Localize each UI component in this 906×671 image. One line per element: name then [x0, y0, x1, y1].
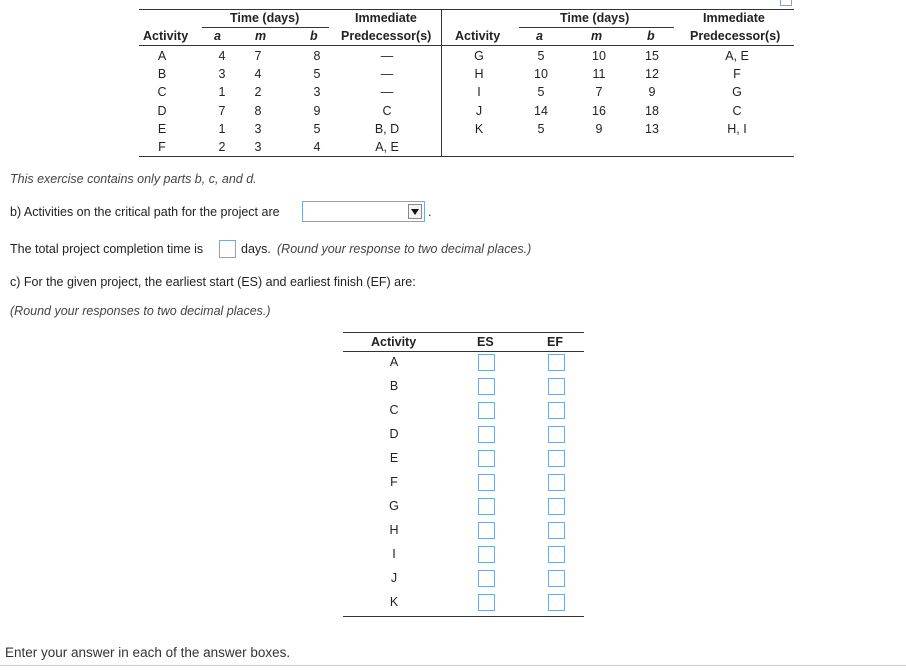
left-row-predecessor: C	[382, 103, 392, 118]
ef-input[interactable]	[548, 570, 565, 587]
es-activity-header: Activity	[371, 335, 417, 349]
ef-input[interactable]	[548, 450, 565, 467]
left-row-activity: E	[157, 121, 167, 136]
b-header-left: b	[310, 29, 318, 43]
time-days-underline-left	[202, 27, 329, 28]
right-row-activity: G	[474, 49, 484, 63]
right-row-m: 16	[592, 103, 606, 118]
left-row-predecessor: A, E	[375, 140, 399, 154]
left-row-m: 7	[254, 49, 262, 63]
left-row-b: 3	[313, 85, 321, 100]
activity-header-right: Activity	[455, 29, 501, 43]
table-top-rule-left	[139, 9, 442, 10]
ef-input[interactable]	[548, 402, 565, 419]
time-days-header-left: Time (days)	[230, 11, 300, 25]
total-time-input[interactable]	[219, 240, 236, 258]
es-row-activity: A	[389, 355, 399, 369]
left-row-a: 1	[218, 85, 226, 100]
bottom-divider	[0, 665, 906, 666]
right-row-a: 5	[537, 85, 545, 100]
right-row-predecessor: C	[732, 103, 742, 118]
es-table-top-rule	[343, 332, 584, 333]
right-row-a: 14	[534, 103, 548, 118]
es-row-activity: J	[390, 571, 398, 585]
es-input[interactable]	[478, 378, 495, 395]
a-header-right: a	[536, 29, 543, 43]
part-c-label: c) For the given project, the earliest start (ES) and earliest finish (EF) are:	[10, 275, 416, 289]
es-input[interactable]	[478, 402, 495, 419]
right-row-a: 5	[537, 121, 545, 136]
es-row-activity: D	[389, 427, 399, 441]
ef-input[interactable]	[548, 594, 565, 611]
es-row-activity: G	[389, 499, 399, 513]
m-header-right: m	[591, 29, 603, 43]
es-header: ES	[477, 335, 494, 349]
ef-input[interactable]	[548, 546, 565, 563]
left-row-m: 3	[254, 140, 262, 154]
right-row-activity: J	[475, 103, 483, 118]
es-input[interactable]	[478, 474, 495, 491]
es-table-header-rule	[343, 351, 584, 352]
left-row-predecessor: —	[380, 67, 394, 82]
right-row-a: 10	[534, 67, 548, 82]
right-row-b: 15	[645, 49, 659, 63]
right-row-activity: K	[474, 121, 484, 136]
dropdown-period: .	[428, 205, 432, 219]
m-header-left: m	[255, 29, 267, 43]
footer-text: Enter your answer in each of the answer boxes.	[5, 645, 291, 660]
part-b-label: b) Activities on the critical path for the project are	[10, 205, 280, 219]
es-input[interactable]	[478, 570, 495, 587]
header-rule-right	[442, 45, 794, 46]
b-header-right: b	[647, 29, 655, 43]
left-row-m: 4	[254, 67, 262, 82]
left-row-m: 2	[254, 85, 262, 100]
ef-input[interactable]	[548, 498, 565, 515]
es-row-activity: E	[389, 451, 399, 465]
right-row-m: 10	[592, 49, 606, 63]
es-row-activity: I	[392, 547, 396, 561]
activity-header-left: Activity	[143, 29, 189, 43]
right-row-activity: H	[474, 67, 484, 82]
es-row-activity: F	[390, 475, 398, 489]
right-row-a: 5	[537, 49, 545, 63]
right-row-activity: I	[477, 85, 481, 100]
total-time-suffix: days.	[241, 242, 271, 256]
ef-input[interactable]	[548, 474, 565, 491]
ef-header: EF	[547, 335, 563, 349]
right-row-predecessor: F	[733, 67, 741, 82]
left-row-predecessor: B, D	[374, 121, 400, 136]
total-time-prefix: The total project completion time is	[10, 242, 204, 256]
ef-input[interactable]	[548, 522, 565, 539]
es-input[interactable]	[478, 546, 495, 563]
right-row-b: 9	[648, 85, 656, 100]
left-row-b: 8	[313, 49, 321, 63]
left-row-predecessor: —	[380, 85, 394, 100]
right-row-predecessor: G	[732, 85, 742, 100]
expand-icon[interactable]	[780, 0, 792, 6]
immediate-header-right: Immediate	[703, 11, 765, 25]
dropdown-arrow-icon[interactable]	[408, 204, 422, 219]
critical-path-dropdown[interactable]	[302, 201, 425, 222]
part-c-note: (Round your responses to two decimal places.)	[10, 304, 271, 318]
es-row-activity: C	[389, 403, 399, 417]
table-bottom-rule	[139, 156, 794, 157]
es-input[interactable]	[478, 450, 495, 467]
left-row-a: 3	[218, 67, 226, 82]
es-input[interactable]	[478, 426, 495, 443]
predecessors-header-left: Predecessor(s)	[341, 29, 432, 43]
es-table-bottom-rule	[343, 616, 584, 617]
left-row-activity: D	[157, 103, 167, 118]
left-row-a: 4	[218, 49, 226, 63]
right-row-b: 13	[645, 121, 659, 136]
intro-text: This exercise contains only parts b, c, and d.	[10, 172, 257, 186]
ef-input[interactable]	[548, 426, 565, 443]
immediate-header-left: Immediate	[355, 11, 417, 25]
right-row-m: 7	[595, 85, 603, 100]
a-header-left: a	[214, 29, 221, 43]
es-row-activity: K	[389, 595, 399, 609]
left-row-predecessor: —	[380, 49, 394, 63]
left-row-a: 1	[218, 121, 226, 136]
right-row-m: 9	[595, 121, 603, 136]
table-divider	[441, 9, 442, 157]
es-input[interactable]	[478, 594, 495, 611]
es-input[interactable]	[478, 498, 495, 515]
ef-input[interactable]	[548, 354, 565, 371]
right-row-predecessor: H, I	[727, 121, 747, 136]
es-input[interactable]	[478, 354, 495, 371]
left-row-b: 5	[313, 67, 321, 82]
es-row-activity: H	[389, 523, 399, 537]
left-row-b: 4	[313, 140, 321, 154]
header-rule-left	[139, 45, 442, 46]
right-row-m: 11	[592, 67, 606, 82]
left-row-m: 8	[254, 103, 262, 118]
left-row-a: 2	[218, 140, 226, 154]
left-row-b: 5	[313, 121, 321, 136]
time-days-underline-right	[519, 27, 674, 28]
left-row-activity: B	[157, 67, 167, 82]
left-row-b: 9	[313, 103, 321, 118]
left-row-activity: A	[157, 49, 167, 63]
es-row-activity: B	[389, 379, 399, 393]
left-row-a: 7	[218, 103, 226, 118]
left-row-activity: F	[158, 140, 166, 154]
predecessors-header-right: Predecessor(s)	[690, 29, 781, 43]
left-row-activity: C	[157, 85, 167, 100]
right-row-b: 12	[645, 67, 659, 82]
time-days-header-right: Time (days)	[560, 11, 630, 25]
table-top-rule-right	[442, 9, 794, 10]
es-input[interactable]	[478, 522, 495, 539]
right-row-predecessor: A, E	[725, 49, 749, 63]
total-time-note: (Round your response to two decimal places.)	[277, 242, 532, 256]
left-row-m: 3	[254, 121, 262, 136]
ef-input[interactable]	[548, 378, 565, 395]
right-row-b: 18	[645, 103, 659, 118]
